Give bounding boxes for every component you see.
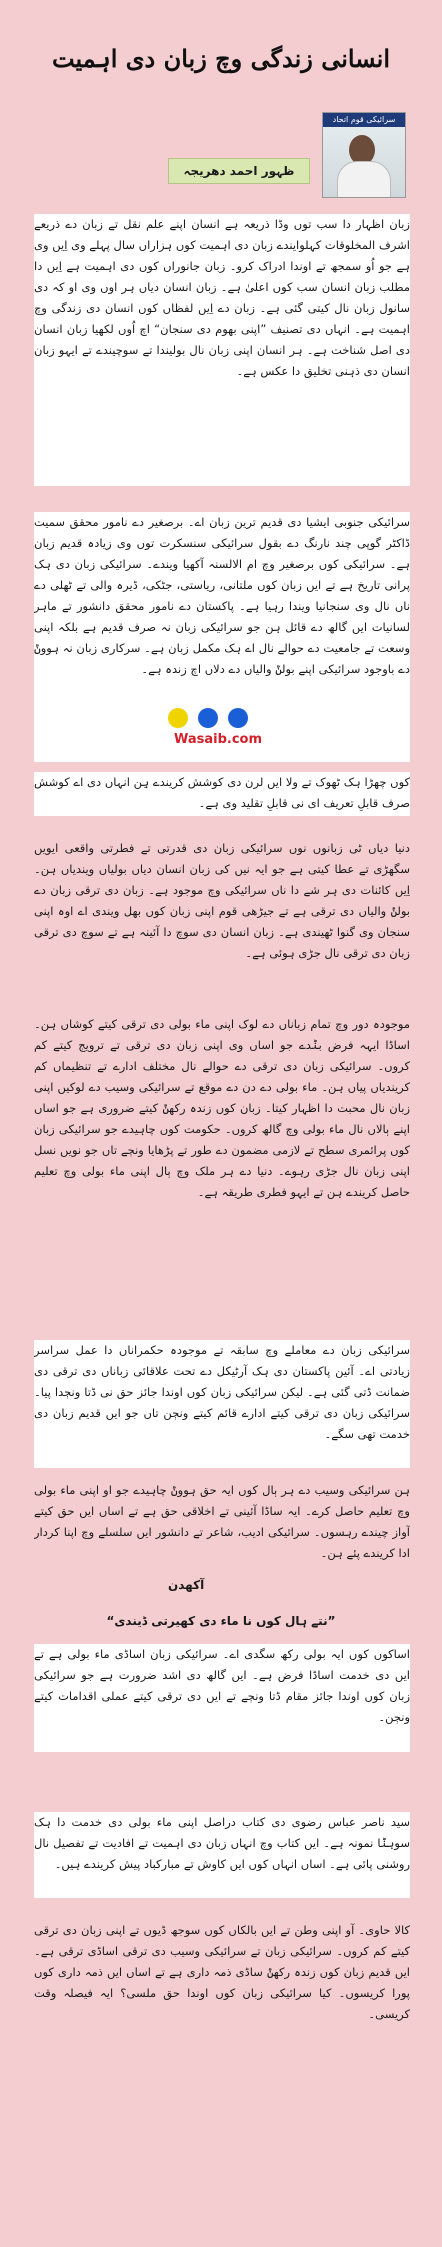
author-body-shape [337, 161, 391, 198]
author-photo [322, 112, 406, 198]
signoff-text: آکھدن [168, 1578, 205, 1592]
paragraph-mother-tongue: موجودہ دور وچ تمام زباناں دے لوک اپنی ماء بولی دی ترقی کیتے کوشاں ہن۔ اساڈا ایہہ فرض بݨدے جو اساں وی اپنی زبان دی ترقی تے ترویج کیتے کم کروں۔ سرائیکی زبان دی ترقی دے حوالے نال مختلف ادارے تے تنظیماں کم کریندیاں پیاں ہن۔ ماء بولی دے دن دے موقع تے سرائیکی وسیب دے لوکیں اپنی زبان نال محبت دا اظہار کیتا۔ زبان کوں زندہ رکھݨ کیتے ضروری ہے جو اساں اپنے ٻالاں نال ماء بولی وچ گالھ کروں۔ حکومت کوں چاہیدے جو سرائیکی زبان کوں پرائمری سطح تے لازمی مضمون دے طور تے پڑھایا ونڄے تاں جو نویں نسل اپنی زبان نال جڑی رہوے۔ دنیا دے ہر ملک وچ ٻال اپنی ماء بولی وچ تعلیم حاصل کریندے ہن تے ایہو فطری طریقہ ہے۔ [34, 1014, 410, 1310]
article-title: انسانی زندگی وچ زبان دی اہمیت [51, 44, 390, 73]
blue-dot-icon [228, 708, 248, 728]
paragraph-intro: زبان اظہار دا سب توں وڈا ذریعہ ہے انسان اپنے علم نقل تے زبان دے ذریعے اشرف المخلوقات کہلوایندے زبان دی اہمیت کوں ہزاراں سال پہلے وی اِیں وی ہے جو اُو سمجھ تے اوندا ادراک کرو۔ زبان جانوراں کوں دی اہمیت ہے اِیں دا مطلب زبان انسان سب کوں اعلیٰ ہے۔ زبان انسان دیاں ہر اوں وی او کہ دی سانول زبان نال کیتی گئی ہے۔ زبان دے اِیں لفظاں کوں انسان دی زندگی وچ اہمیت ہے۔ انہاں دی تصنیف ”اپنی بھوم دی سنجان“ اچ اُوں لکھیا زبان انسان دی اصل شناخت ہے۔ ہر انسان اپنی زبان نال بولیندا تے سوچیندے تے ایہو زبان انسان دی ذہنی تخلیق دا عکس ہے۔ [34, 214, 410, 486]
author-byline: ظہور احمد دھریجہ [168, 158, 310, 184]
paragraph-conclusion: کالا حاوی۔ آو اپنی وطن تے ایں بالکاں کوں سوجھ ڈیوں تے اپنی زبان دی ترقی کیتے کم کروں۔ سرائیکی زبان تے سرائیکی وسیب دی ترقی اساڈی ترقی ہے۔ ایں قدیم زبان کوں زندہ رکھݨ ساڈی ذمہ داری ہے تے اساں ایں ذمہ داری کوں پورا کریسوں۔ کیا سرائیکی زبان کوں اوندا حق ملسی؟ ایہ فیصلہ وقت کریسی۔ [34, 1920, 410, 2116]
paragraph-preserve: اساکوں کوں ایہ بولی رکھ سگدی اے۔ سرائیکی زبان اساڈی ماء بولی ہے تے ایں دی خدمت اساڈا فرض ہے۔ ایں گالھ دی اشد ضرورت ہے جو سرائیکی زبان کوں اوندا جائز مقام ڈتا ونڄے تے ایں دی ترقی کیتے عملی اقدامات کیتے ونڄن۔ [34, 1644, 410, 1752]
blue-dot-icon [198, 708, 218, 728]
watermark-text: Wasaib.com [173, 732, 263, 747]
paragraph-world-languages: دنیا دیاں ٹی زبانوں نوں سرائیکی زبان دی قدرتی تے فطرتی واقعی ایویں سگھڑی تے عطا کیتی ہے جو ایہ نیں کی زبان انسان دیاں بولیاں ویندیاں ہن۔ اِیں کائنات دی ہر شے دا ناں سرائیکی وچ موجود ہے۔ زبان دی ترقی زبان دے بولݨ والیاں دی ترقی ہے تے جیڑھی قوم اپنی زبان کوں بھل ویندی اے اوہ اپنی سنجان وی گنوا ٹھیندی ہے۔ زبان انسان دی سوچ دا آئینہ ہے تے سوچ دی ترقی زبان دی ترقی نال جڑی ہوئی ہے۔ [34, 838, 410, 1006]
author-header [36, 112, 406, 196]
wasaib-watermark [128, 706, 314, 752]
paragraph-saraiki-history: سرائیکی جنوبی ایشیا دی قدیم ترین زبان اے۔ برصغیر دے نامور محقق سمیت ڈاکٹر گوپی چند نارنگ دے بقول سرائیکی سنسکرت توں وی زیادہ قدیم زبان ہے۔ سرائیکی کوں برصغیر وچ ام الالسنہ آکھیا ویندے۔ سرائیکی زبان دی ہک پرانی تاریخ ہے تے ایں زبان کوں ملتانی، ریاستی، جٹکی، ڈیرہ والی تے ٹھلی دے ناں نال وی سنجانیا ویندا رہیا ہے۔ پاکستان دے نامور محقق دانشور تے ماہر لسانیات ایں گالھ دے قائل ہن جو سرائیکی زبان نہ صرف قدیم ہے بلکہ اپنی وسعت تے جامعیت دے حوالے نال اے ہک مکمل زبان ہے۔ سرکاری زبان نہ ہووݨ دے باوجود سرائیکی اپنے بولݨ والیاں دے دلاں اچ زندہ ہے۔ [34, 512, 410, 762]
paragraph-rulers: سرائیکی زبان دے معاملے وچ سابقہ تے موجودہ حکمراناں دا عمل سراسر زیادتی اے۔ آئین پاکستان دی ہک آرٹیکل دے تحت علاقائی زباناں دی ترقی دی ضمانت ڈتی گئی ہے۔ لیکن سرائیکی زبان کوں اوندا جائز حق نی ڈتا ونڄدا پیا۔ سرائیکی زبان دی ترقی کیتے ادارے قائم کیتے ونڄن تاں جو ایں قدیم زبان دی خدمت تھی سگے۔ [34, 1340, 410, 1468]
photo-banner: سرائیکی قوم اتحاد [323, 113, 405, 127]
yellow-dot-icon [168, 708, 188, 728]
paragraph-rights: ہن سرائیکی وسیب دے ہر ٻال کوں ایہ حق ہووݨ چاہیدے جو او اپنی ماء بولی وچ تعلیم حاصل کرے۔ ایہ ساڈا آئینی تے اخلاقی حق ہے تے اساں ایں حق کیتے آواز چیندے رہسوں۔ سرائیکی ادیب، شاعر تے دانشور ایں سلسلے وچ اپنا کردار ادا کریندے پئے ہن۔ [34, 1480, 410, 1572]
paragraph-book: سید ناصر عباس رضوی دی کتاب دراصل اپنی ماء بولی دی خدمت دا ہک سوہݨا نمونہ ہے۔ ایں کتاب وچ انہاں زبان دی اہمیت تے افادیت تے تفصیل نال روشنی پائی ہے۔ اساں انہاں کوں ایں کاوش تے مبارکباد پیش کریندے ہیں۔ [34, 1812, 410, 1898]
paragraph-praise: کوں چھڑا ہک ٹھوک تے ولا ایں لرن دی کوشش کریندے ہِن انہاں دی اے کوشش صرف قابلِ تعریف ای نی قابلِ تقلید وی ہے۔ [34, 772, 410, 816]
pull-quote: ”نتے ہال کوں نا ماء دی کھیرتی ڈیندی“ [106, 1614, 336, 1628]
